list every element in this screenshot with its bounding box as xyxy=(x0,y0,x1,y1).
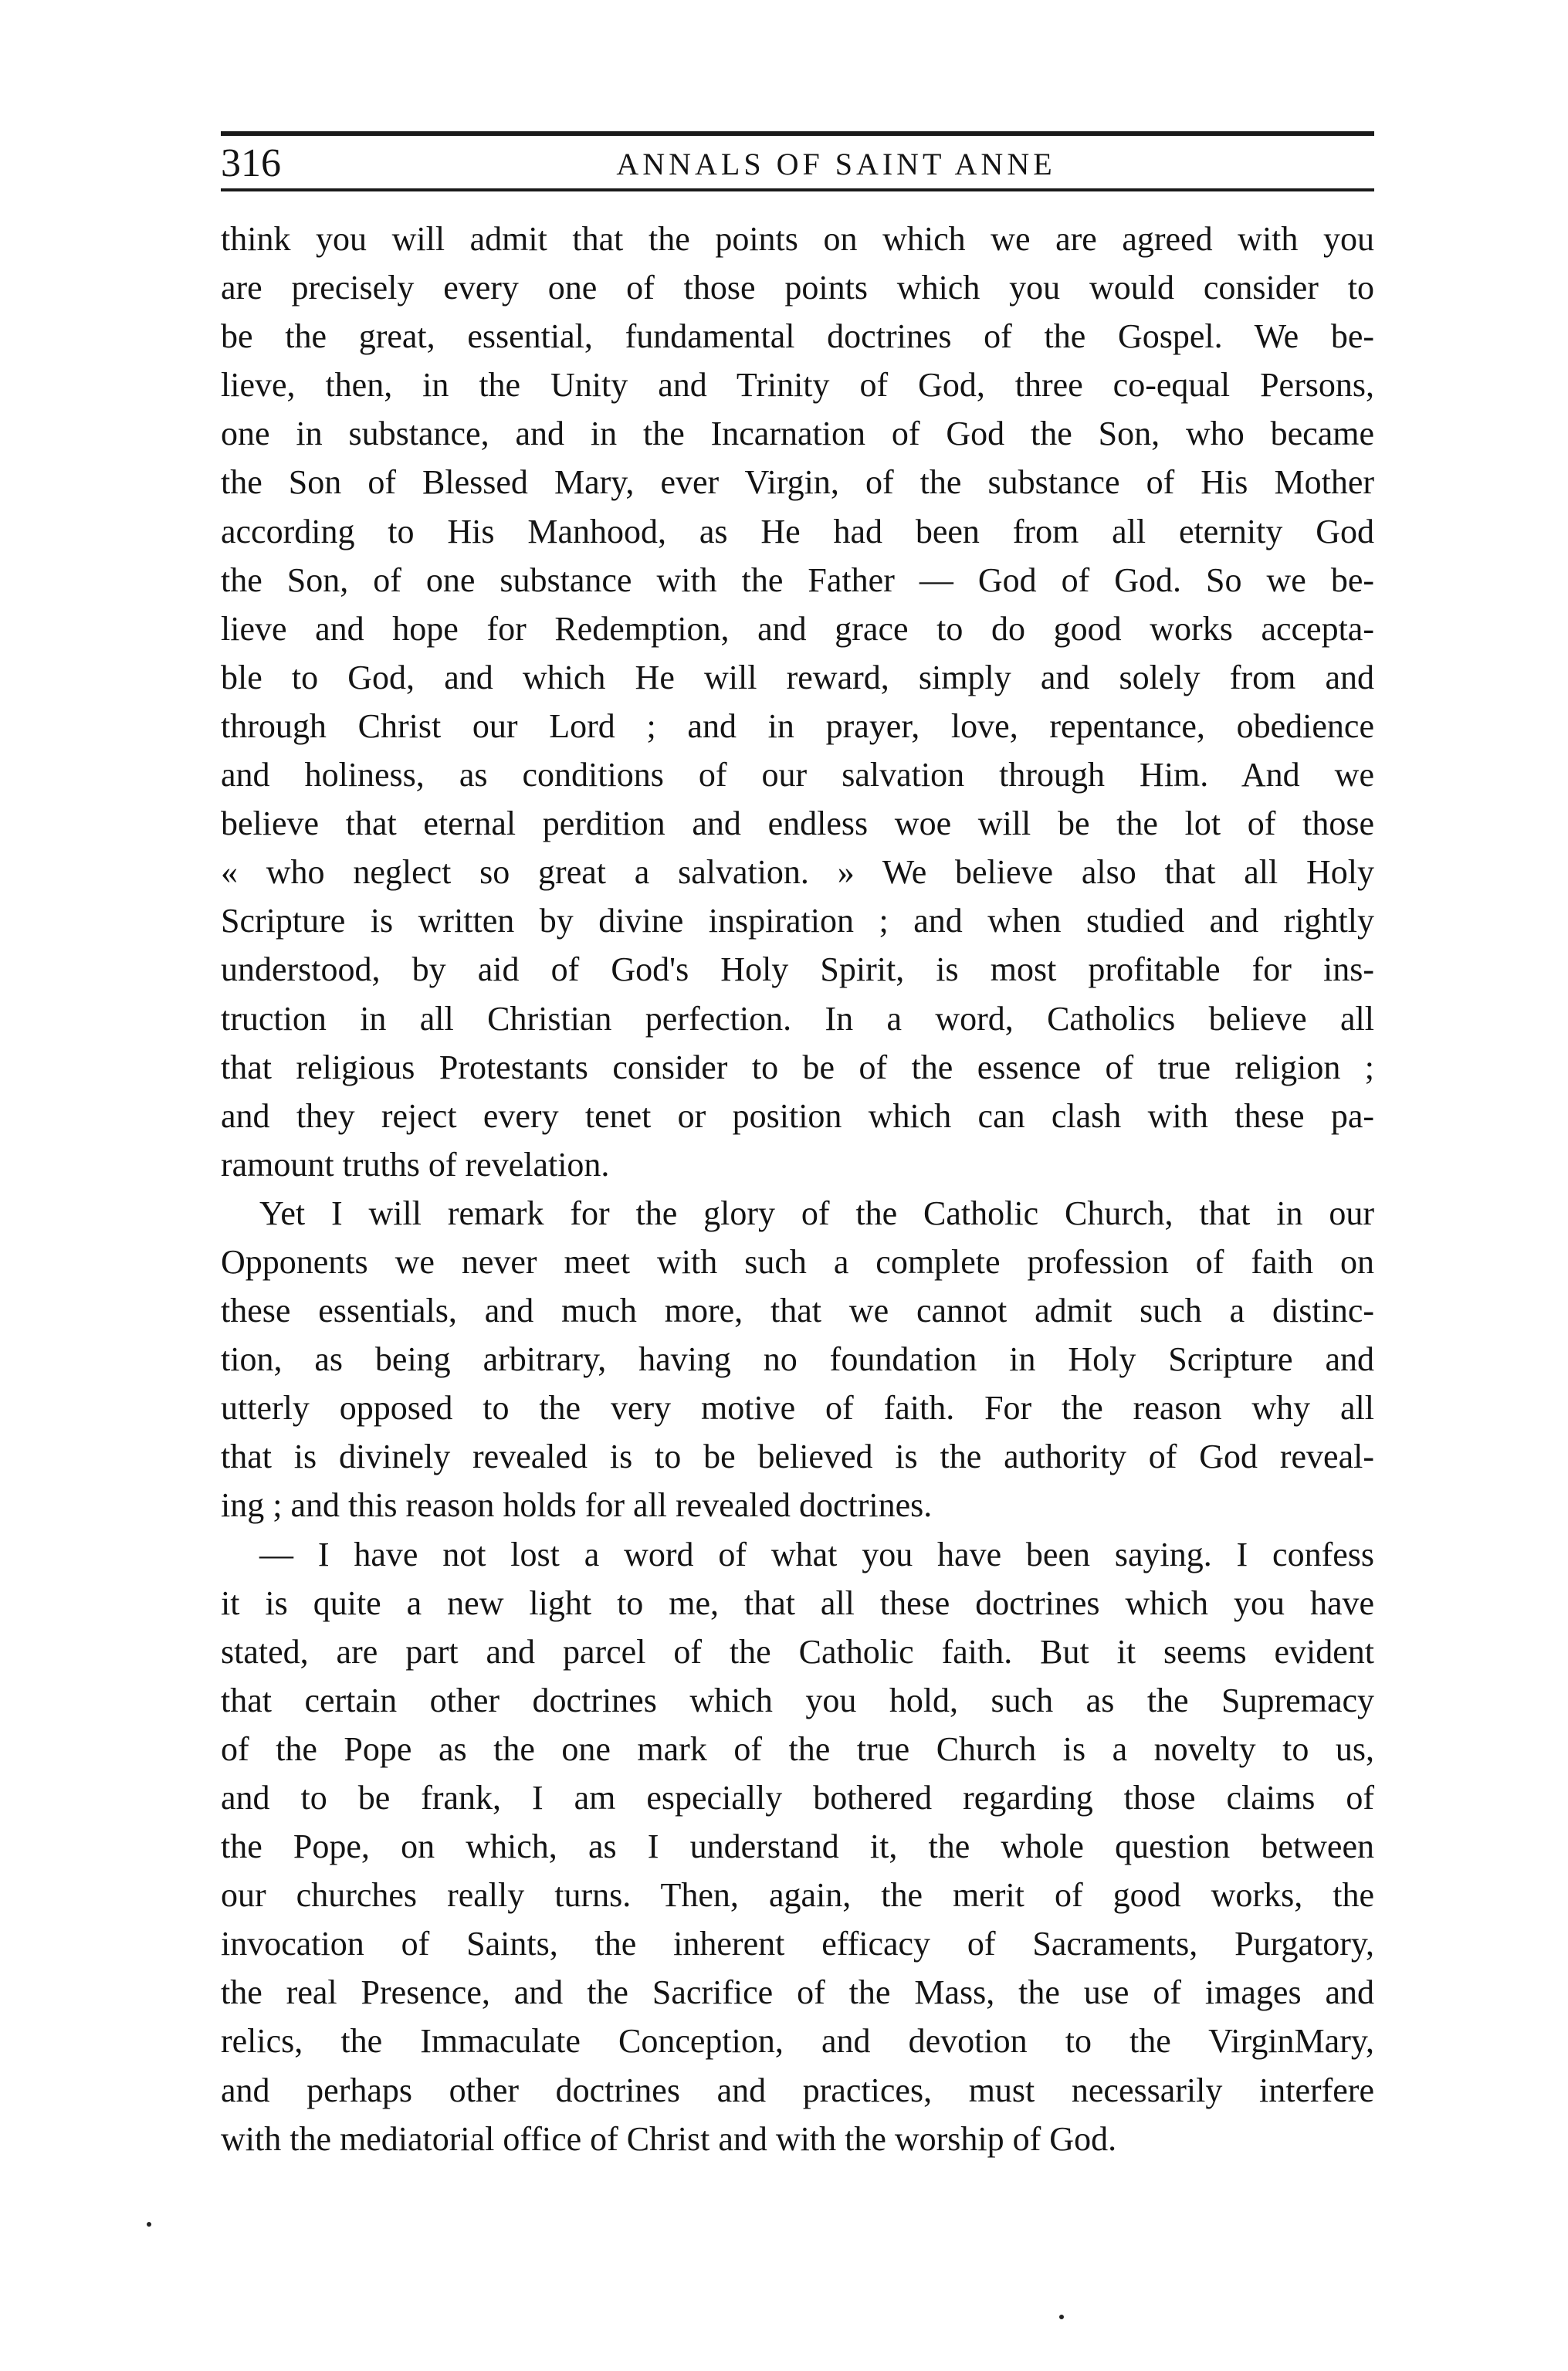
text-line: with the mediatorial office of Christ and with the worship of God. xyxy=(221,2119,1117,2158)
text-line: that religious Protestants consider to be of the essence of true religion ; xyxy=(221,1048,1374,1086)
header-rule-top xyxy=(221,131,1374,136)
text-line: of the Pope as the one mark of the true Church is a novelty to us, xyxy=(221,1729,1374,1768)
text-line: be the great, essential, fundamental doctrines of the Gospel. We be- xyxy=(221,317,1374,356)
text-line: lieve, then, in the Unity and Trinity of God, three co-equal Persons, xyxy=(221,366,1374,405)
page-number: 316 xyxy=(221,141,281,185)
text-line: are precisely every one of those points which you would consider to xyxy=(221,269,1374,307)
paragraph xyxy=(221,1189,1374,1530)
text-line: think you will admit that the points on which we are agreed with you xyxy=(221,220,1374,258)
text-line: the Son, of one substance with the Father — God of God. So we be- xyxy=(221,561,1374,599)
text-line: invocation of Saints, the inherent efficacy of Sacraments, Purgatory, xyxy=(221,1925,1374,1963)
text-line: these essentials, and much more, that we cannot admit such a distinc- xyxy=(221,1292,1374,1330)
text-line: ramount truths of revelation. xyxy=(221,1145,610,1184)
paragraph xyxy=(221,1530,1374,2163)
running-title: ANNALS OF SAINT ANNE xyxy=(616,147,1056,181)
scan-speck xyxy=(147,2222,151,2227)
text-line: the Son of Blessed Mary, ever Virgin, of the substance of His Mother xyxy=(221,463,1374,502)
text-line: that certain other doctrines which you hold, such as the Supremacy xyxy=(221,1681,1374,1719)
text-line: ble to God, and which He will reward, simply and solely from and xyxy=(221,658,1374,696)
text-line: believe that eternal perdition and endless woe will be the lot of those xyxy=(221,804,1374,843)
text-line: our churches really turns. Then, again, the merit of good works, the xyxy=(221,1876,1374,1915)
text-line: it is quite a new light to me, that all these doctrines which you have xyxy=(221,1583,1374,1622)
body-text xyxy=(221,215,1374,2163)
text-line: tion, as being arbitrary, having no foundation in Holy Scripture and xyxy=(221,1340,1374,1379)
text-line: the real Presence, and the Sacrifice of the Mass, the use of images and xyxy=(221,1973,1374,2012)
text-line: the Pope, on which, as I understand it, the whole question between xyxy=(221,1827,1374,1866)
text-line: truction in all Christian perfection. In a word, Catholics believe all xyxy=(221,999,1374,1038)
text-line: and perhaps other doctrines and practices, must necessarily interfere xyxy=(221,2071,1374,2109)
text-line: Yet I will remark for the glory of the Catholic Church, that in our xyxy=(259,1194,1374,1232)
paragraph xyxy=(221,215,1374,1189)
text-line: according to His Manhood, as He had been from all eternity God xyxy=(221,512,1374,550)
text-line: understood, by aid of God's Holy Spirit, is most profitable for ins- xyxy=(221,950,1374,989)
text-line: that is divinely revealed is to be believed is the authority of God reveal- xyxy=(221,1438,1374,1476)
text-line: lieve and hope for Redemption, and grace to do good works accepta- xyxy=(221,609,1374,648)
text-line: relics, the Immaculate Conception, and devotion to the VirginMary, xyxy=(221,2022,1374,2061)
text-line: « who neglect so great a salvation. » We believe also that all Holy xyxy=(221,853,1374,892)
text-line: through Christ our Lord ; and in prayer, love, repentance, obedience xyxy=(221,706,1374,745)
text-line: — I have not lost a word of what you have been saying. I confess xyxy=(259,1535,1374,1573)
text-line: utterly opposed to the very motive of faith. For the reason why all xyxy=(221,1389,1374,1428)
page-header xyxy=(221,131,1374,193)
text-line: stated, are part and parcel of the Catholic faith. But it seems evident xyxy=(221,1632,1374,1671)
text-line: and to be frank, I am especially bothered regarding those claims of xyxy=(221,1779,1374,1817)
text-line: Opponents we never meet with such a complete profession of faith on xyxy=(221,1242,1374,1281)
text-line: one in substance, and in the Incarnation of God the Son, who became xyxy=(221,415,1374,453)
text-line: ing ; and this reason holds for all revealed doctrines. xyxy=(221,1486,933,1525)
text-line: Scripture is written by divine inspiration ; and when studied and rightly xyxy=(221,902,1374,940)
text-line: and they reject every tenet or position which can clash with these pa- xyxy=(221,1096,1374,1135)
scan-speck xyxy=(1059,2315,1064,2319)
header-rule-bottom xyxy=(221,188,1374,191)
text-line: and holiness, as conditions of our salvation through Him. And we xyxy=(221,756,1374,794)
